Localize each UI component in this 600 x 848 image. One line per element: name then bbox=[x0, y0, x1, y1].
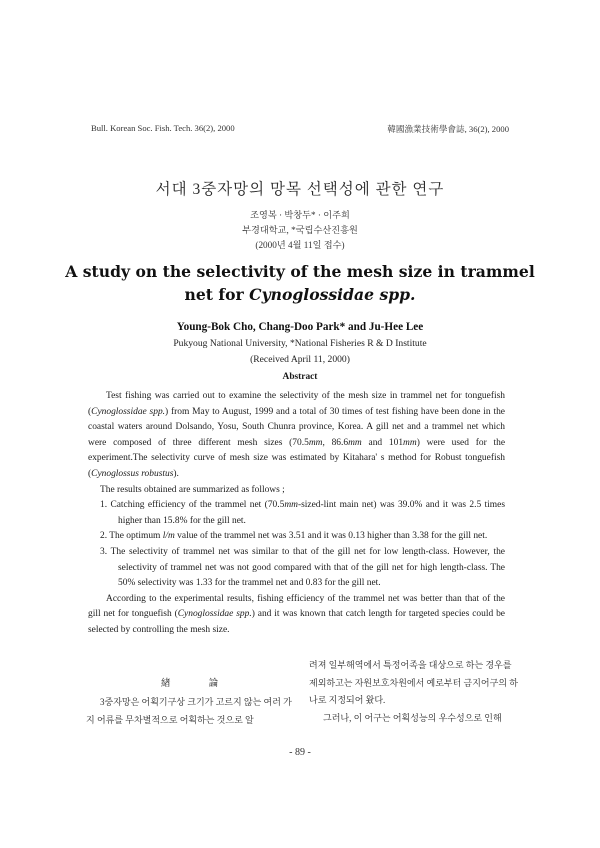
body-right-column bbox=[309, 657, 519, 727]
conclusion-text: According to the experimental results, fishing efficiency of the trammel net was better than that of the gill net for tonguefish ( bbox=[88, 593, 505, 620]
english-authors: Young-Bok Cho, Chang-Doo Park* and Ju-Hee Lee bbox=[176, 321, 424, 333]
unit-mm: mm bbox=[348, 437, 362, 448]
english-title bbox=[0, 260, 600, 306]
english-title-line2 bbox=[0, 283, 600, 306]
abstract-text: ) were used for the experiment.The selectivity curve of mesh size was estimated by Kitahara' s method for Robust tonguefish ( bbox=[88, 437, 506, 479]
english-title-plain: net for bbox=[184, 285, 250, 304]
page-number: - 89 - bbox=[289, 747, 311, 758]
species-name: Cynoglossidae spp. bbox=[177, 609, 252, 620]
korean-authors: 조영복 · 박창두* · 이주희 bbox=[250, 210, 350, 220]
english-received-date: (Received April 11, 2000) bbox=[250, 354, 350, 365]
english-title-line1: A study on the selectivity of the mesh size in trammel bbox=[65, 262, 535, 281]
journal-header-right: 韓國漁業技術學會誌, 36(2), 2000 bbox=[387, 124, 509, 134]
result-text: value of the trammel net was 3.51 and it was 0.13 higher than 3.38 for the gill net. bbox=[174, 531, 488, 542]
unit-mm: mm bbox=[308, 437, 323, 448]
results-lead: The results obtained are summarized as follows ; bbox=[100, 484, 285, 495]
result-item-2 bbox=[88, 529, 505, 545]
english-affiliation: Pukyoug National University, *National Fisheries R & D Institute bbox=[173, 338, 427, 349]
result-text: 1. Catching efficiency of the trammel net (70.5 bbox=[100, 500, 285, 511]
introduction-heading: 緖 論 bbox=[161, 679, 237, 689]
ratio-symbol: l/m bbox=[162, 531, 175, 542]
result-text: -sized-lint main net) was 39.0% and it was 2.5 times higher than 15.8% for the gill net. bbox=[118, 500, 505, 526]
result-item-1 bbox=[88, 498, 505, 529]
species-name: Cynoglossidae spp. bbox=[91, 406, 166, 417]
left-column-text: 3중자망은 어획기구상 크기가 고르지 않는 여러 가지 어류를 무차별적으로 어획하는 것으로 알 bbox=[86, 697, 292, 725]
abstract-text: , 86.6 bbox=[322, 437, 349, 448]
abstract-conclusion bbox=[88, 592, 505, 639]
unit-mm: mm bbox=[284, 500, 298, 511]
result-item-3: 3. The selectivity of trammel net was similar to that of the gill net for low length-class. However, the selectivity of trammel net was not good compared with that of the gill net for high length-class. The 50% selectivity was 1.33 for the trammel net and 0.83 for the gill net. bbox=[100, 546, 505, 589]
species-name: Cynoglossus robustus bbox=[91, 468, 174, 479]
result-text: 2. The optimum bbox=[100, 531, 163, 542]
abstract-text: ). bbox=[173, 468, 179, 479]
korean-affiliation: 부경대학교, *국립수산진흥원 bbox=[242, 225, 358, 235]
abstract-paragraph-1 bbox=[88, 389, 505, 483]
conclusion-text: ) and it was known that catch length for targeted species could be selected by controlling the mesh size. bbox=[88, 609, 505, 635]
abstract-body bbox=[88, 389, 505, 639]
abstract-text: Test fishing was carried out to examine the selectivity of the mesh size in trammel net for tonguefish ( bbox=[88, 391, 505, 417]
right-column-text-1: 려져 일부해역에서 특정어족을 대상으로 하는 경우를 제외하고는 자원보호차원에서 예로부터 금지어구의 하나로 지정되어 왔다. bbox=[309, 660, 518, 705]
unit-mm: mm bbox=[403, 437, 417, 448]
right-column-text-2: 그러나, 이 어구는 어획성능의 우수성으로 인해 bbox=[323, 712, 502, 723]
journal-header-left: Bull. Korean Soc. Fish. Tech. 36(2), 2000 bbox=[91, 123, 235, 133]
abstract-text: ) from May to August, 1999 and a total of 30 times of test fishing have been done in the coastal waters around Dolsando, Yosu, South Chunra province, Korea. A gill net and a trammel net which were composed of three different mesh sizes (70.5 bbox=[88, 406, 505, 448]
korean-title: 서대 3중자망의 망목 선택성에 관한 연구 bbox=[155, 181, 445, 198]
english-title-species: Cynoglossidae spp. bbox=[249, 285, 416, 304]
abstract-heading: Abstract bbox=[282, 372, 318, 382]
body-left-column bbox=[86, 694, 296, 729]
abstract-text: and 101 bbox=[361, 437, 404, 448]
korean-received-date: (2000년 4월 11일 접수) bbox=[255, 240, 345, 250]
